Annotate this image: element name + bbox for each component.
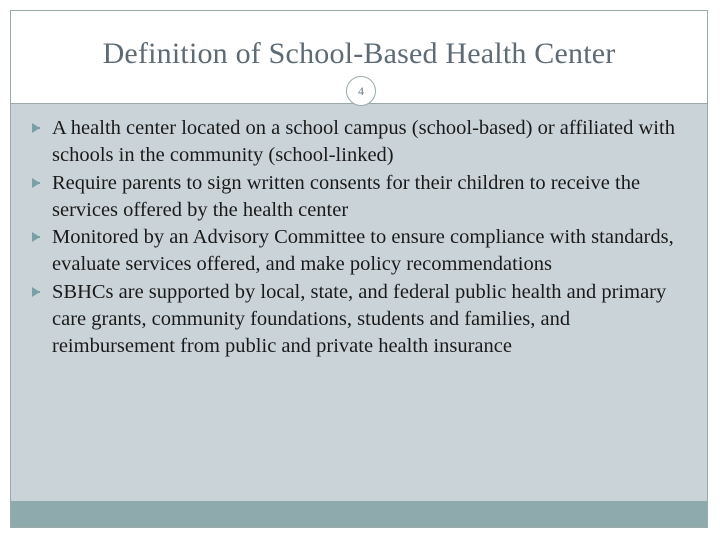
list-item [32,115,682,170]
bullet-list [32,115,682,361]
arrow-bullet-icon [32,178,40,188]
list-item [32,224,682,279]
page-number: 4 [358,83,364,98]
page-number-badge [346,76,376,106]
bullet-text: Require parents to sign written consents for their children to receive the services offered by the health center [52,171,641,221]
bottom-bar [11,501,707,527]
list-item [32,279,682,361]
arrow-bullet-icon [32,232,40,242]
bullet-text: A health center located on a school campus (school-based) or affiliated with schools in the community (school-linked) [52,117,675,167]
list-item [32,170,682,225]
slide-title: Definition of School-Based Health Center [102,37,616,70]
arrow-bullet-icon [32,123,40,133]
bullet-text: Monitored by an Advisory Committee to ensure compliance with standards, evaluate services offered, and make policy recommendations [52,226,674,276]
arrow-bullet-icon [32,287,40,297]
bullet-text: SBHCs are supported by local, state, and federal public health and primary care grants, community foundations, students and families, and reimbursement from public and private health insurance [52,280,667,358]
